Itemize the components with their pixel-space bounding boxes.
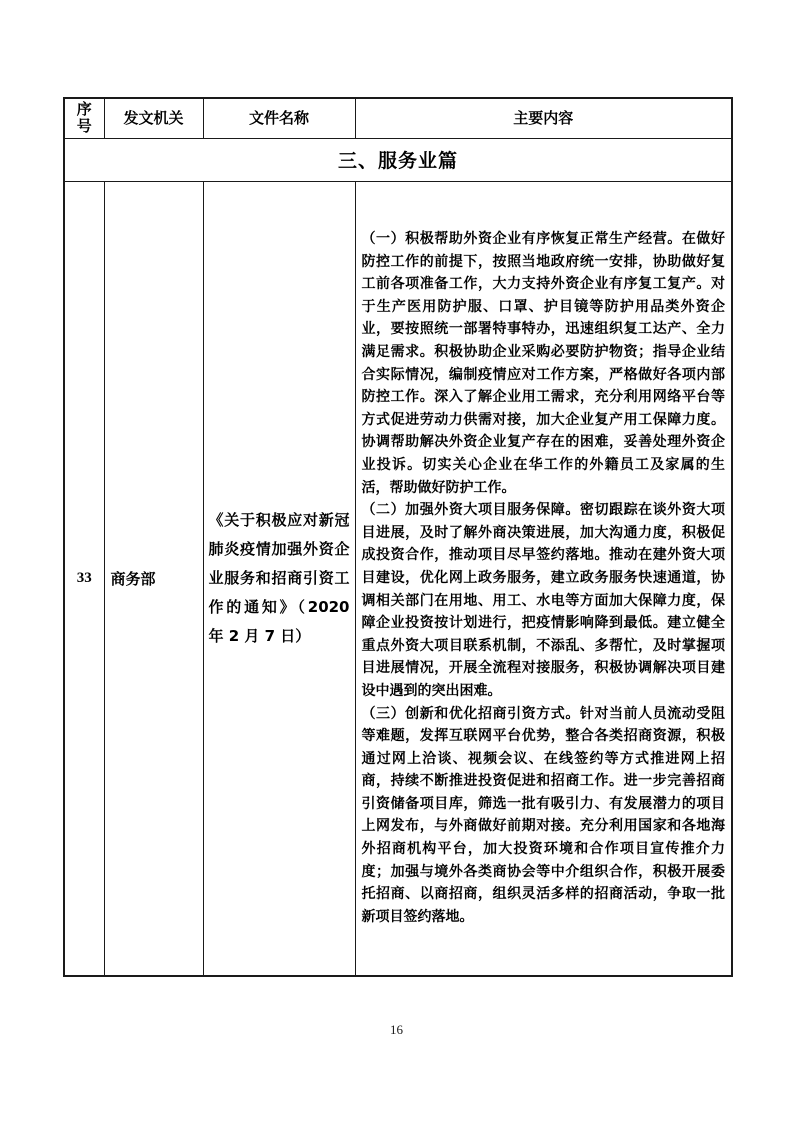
- row-issuing-agency: 商务部: [104, 181, 203, 976]
- header-cell-serial-number: 序号: [64, 98, 104, 138]
- section-title: 三、服务业篇: [64, 138, 732, 181]
- table-header-row: [64, 98, 732, 138]
- policy-document-table: [63, 97, 733, 977]
- section-banner-row: [64, 138, 732, 181]
- content-paragraph-3: （三）创新和优化招商引资方式。针对当前人员流动受阻等难题，发挥互联网平台优势，整合各类招商资源，积极通过网上洽谈、视频会议、在线签约等方式推进网上招商，持续不断推进投资促进和招商工作。进一步完善招商引资储备项目库，筛选一批有吸引力、有发展潜力的项目上网发布，与外商做好前期对接。充分利用国家和各地海外招商机构平台，加大投资环境和合作项目宣传推介力度；加强与境外各类商协会等中介组织合作，积极开展委托招商、以商招商，组织灵活多样的招商活动，争取一批新项目签约落地。: [361, 705, 725, 925]
- row-main-content: [355, 181, 732, 976]
- row-serial-number: 33: [64, 181, 104, 976]
- content-paragraph-2: （二）加强外资大项目服务保障。密切跟踪在谈外资大项目进展，及时了解外商决策进展，加大沟通力度，积极促成投资合作，推动项目尽早签约落地。推动在建外资大项目建设，优化网上政务服务，建立政务服务快速通道，协调相关部门在用地、用工、水电等方面加大保障力度，保障企业投资按计划进行，把疫情影响降到最低。建立健全重点外资大项目联系机制，不添乱、多帮忙，及时掌握项目进展情况，开展全流程对接服务，积极协调解决项目建设中遇到的突出困难。: [361, 502, 725, 699]
- page-number: 16: [390, 1022, 403, 1037]
- header-cell-issuing-agency: 发文机关: [104, 98, 203, 138]
- content-paragraph-1: （一）积极帮助外资企业有序恢复正常生产经营。在做好防控工作的前提下，按照当地政府统一安排，协助做好复工前各项准备工作，大力支持外资企业有序复工复产。对于生产医用防护服、口罩、护目镜等防护用品类外资企业，要按照统一部署特事特办，迅速组织复工达产、全力满足需求。积极协助企业采购必要防护物资；指导企业结合实际情况，编制疫情应对工作方案，严格做好各项内部防控工作。深入了解企业用工需求，充分利用网络平台等方式促进劳动力供需对接，加大企业复产用工保障力度。协调帮助解决外资企业复产存在的困难，妥善处理外资企业投诉。切实关心企业在华工作的外籍员工及家属的生活，帮助做好防护工作。: [361, 231, 725, 496]
- header-cell-main-content: 主要内容: [355, 98, 732, 138]
- row-document-name: 《关于积极应对新冠肺炎疫情加强外资企业服务和招商引资工作的通知》（2020 年 2 月 7 日）: [203, 181, 355, 976]
- table-row: [64, 181, 732, 976]
- header-cell-document-name: 文件名称: [203, 98, 355, 138]
